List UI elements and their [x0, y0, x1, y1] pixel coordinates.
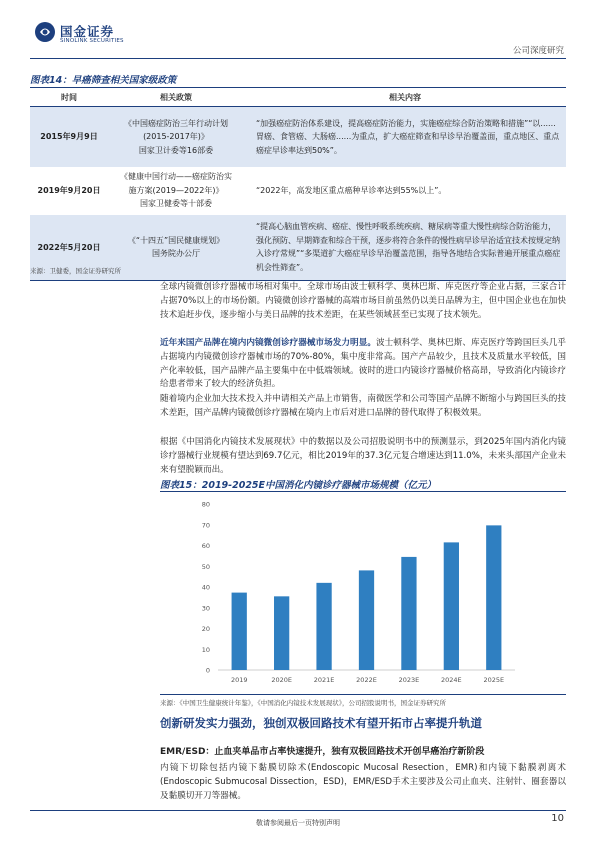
paragraph-market-forecast: 根据《中国消化内镜技术发展现状》中的数据以及公司招股说明书中的预测显示，到2025年国内消化内镜诊疗器械行业规模有望达到69.7亿元，相比2019年的37.3亿元复合增速达到11.0%，未来头部国产企业未来有望脱颖而出。 [160, 437, 566, 475]
paragraph-domestic-brands [160, 337, 566, 392]
row-content: “提高心脑血管疾病、癌症、慢性呼吸系统疾病、糖尿病等重大慢性病综合防治能力，强化预防、早期筛查和综合干预，逐步将符合条件的慢性病早诊早治适宜技术按规定纳入诊疗常规”“多渠道扩大癌症早诊早治覆盖范围，指导各地结合实际普遍开展重点癌症机会性筛查”。 [244, 215, 566, 281]
y-tick-label: 20 [201, 625, 210, 633]
row-time: 2015年9月9日 [30, 107, 108, 167]
market-size-bar-chart [160, 492, 530, 692]
bar-2022E [359, 570, 374, 670]
bar-2025E [486, 525, 501, 670]
policy-line: (2015-2017年)》 [143, 132, 209, 141]
x-tick-label: 2025E [483, 676, 505, 684]
figure-14-title-rule [30, 87, 566, 88]
policy-table [30, 89, 566, 281]
sinolink-logo-icon [34, 21, 56, 43]
policy-line: 《“十四五”国民健康规划》 [127, 235, 225, 245]
table-row [30, 167, 566, 215]
row-content: “加强癌症防治体系建设，提高癌症防治能力，实施癌症综合防治策略和措施”“以......胃癌、食管癌、大肠癌......为重点，扩大癌症筛查和早诊早治覆盖面，重点地区、重点癌症早诊率达到50%”。 [244, 107, 566, 167]
x-tick-label: 2022E [356, 676, 377, 684]
y-tick-label: 30 [201, 604, 210, 613]
table-header-row [30, 89, 566, 107]
figure-15-bottom-rule [160, 694, 566, 695]
footer-divider [30, 810, 566, 811]
policy-line: 国务院办公厅 [152, 249, 200, 259]
footer-disclaimer-note: 敬请参阅最后一页特别声明 [256, 819, 340, 827]
figure-14-title: 图表14：早癌筛查相关国家级政策 [30, 75, 177, 86]
x-tick-label: 2021E [313, 676, 335, 684]
table-row [30, 107, 566, 167]
policy-line: 国家卫健委等十部委 [140, 199, 212, 209]
sub-heading: EMR/ESD：止血夹单品市占率快速提升，独有双极回路技术开创早癌治疗新阶段 [160, 747, 485, 757]
paragraph-market-concentration: 全球内镜微创诊疗器械市场相对集中。全球市场由波士顿科学、奥林巴斯、库克医疗等企业占据，三家合计占据70%以上的市场份额。内镜微创诊疗器械的高端市场目前虽然仍以美日品牌为主，但中国企业也在加快技术追赶步伐，逐步缩小与美日品牌的技术差距，在某些领域甚至已实现了技术领先。 [160, 282, 566, 320]
figure-14-source: 来源：卫健委，国金证券研究所 [30, 267, 121, 275]
bar-2024E [444, 542, 459, 670]
policy-line: 《健康中国行动——癌症防治实 [120, 172, 232, 182]
column-header-policy: 相关政策 [108, 89, 244, 107]
figure-15-title: 图表15：2019-2025E中国消化内镜诊疗器械市场规模（亿元） [160, 480, 437, 491]
section-heading: 创新研发实力强劲，独创双极回路技术有望开拓市占率提升轨道 [160, 716, 482, 730]
row-time: 2019年9月20日 [37, 185, 101, 195]
paragraph-lead-bold: 近年来国产品牌在境内内镜微创诊疗器械市场发力明显。 [160, 338, 376, 348]
column-header-content: 相关内容 [244, 89, 566, 107]
y-tick-label: 60 [201, 542, 210, 550]
bar-2020E [274, 596, 289, 670]
report-type-label: 公司深度研究 [512, 46, 564, 56]
x-tick-label: 2023E [398, 676, 420, 684]
x-tick-label: 2020E [271, 676, 292, 684]
paragraph-substitution: 随着境内企业加大技术投入并申请相关产品上市销售，南微医学和公司等国产品牌不断缩小与跨国巨头的技术差距，国产品牌内镜微创诊疗器械在境内上市后对进口品牌的替代取得了积极效果。 [160, 394, 566, 418]
policy-line: 国家卫计委等16部委 [138, 145, 214, 155]
row-content: “2022年，高发地区重点癌种早诊率达到55%以上”。 [256, 185, 447, 195]
brand-name-en: SINOLINK SECURITIES [60, 38, 124, 44]
row-policy [108, 167, 244, 215]
bar-2023E [401, 557, 416, 670]
paragraph-emr-esd: 内镜下切除包括内镜下黏膜切除术(Endoscopic Mucosal Resection，EMR)和内镜下黏膜剥离术(Endoscopic Submucosal Dissection，ESD)，EMR/ESD手术主要涉及公司止血夹、注射针、圈套器以及黏膜切开刀等器械。 [160, 763, 566, 801]
brand-name-cn: 国金证券 [60, 24, 115, 39]
row-time: 2022年5月20日 [30, 215, 108, 281]
y-tick-label: 40 [201, 583, 210, 592]
header-divider [30, 58, 566, 59]
x-tick-label: 2024E [441, 676, 462, 684]
x-tick-label: 2019 [230, 676, 248, 684]
row-policy [108, 215, 244, 281]
y-tick-label: 50 [201, 562, 210, 571]
y-tick-label: 70 [201, 521, 210, 530]
bar-2019 [232, 593, 247, 670]
policy-line: 施方案(2019—2022年)》 [128, 185, 224, 195]
row-policy [108, 107, 244, 167]
page-number: 10 [551, 813, 564, 824]
paragraph-lead-body: 波士顿科学、奥林巴斯、库克医疗等跨国巨头几乎占据境内内镜微创诊疗器械市场的70%-80%，集中度非常高。国产产品较少，且技术及质量水平较低，国产化率较低，国产品牌产品主要集中在中低端领域。彼时的进口内镜诊疗器械价格高昂，导致消化内镜诊疗给患者带来了较大的经济负担。 [160, 338, 566, 390]
y-tick-label: 0 [205, 666, 210, 675]
y-tick-label: 80 [201, 500, 210, 509]
policy-line: 《中国癌症防治三年行动计划 [124, 118, 228, 128]
column-header-time: 时间 [30, 89, 108, 107]
y-tick-label: 10 [201, 645, 210, 654]
figure-15-source: 来源：《中国卫生健康统计年鉴》，《中国消化内镜技术发展现状》，公司招股说明书，国金证券研究所 [160, 699, 446, 707]
bar-2021E [316, 583, 331, 670]
